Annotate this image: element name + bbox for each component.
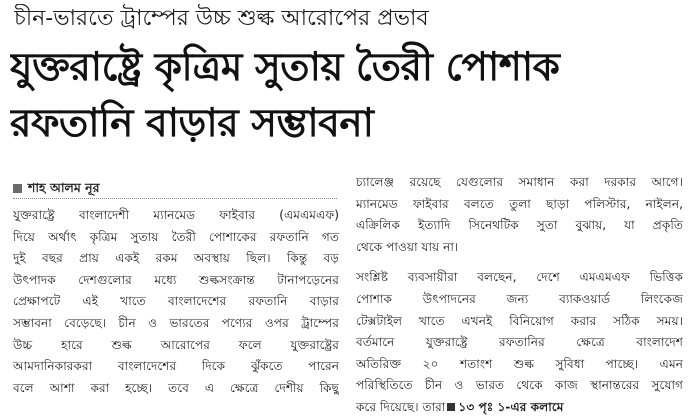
body-line: দুই বছর প্রায় একই রকম অবস্থায় ছিল। কিন্তু বড়	[13, 251, 339, 266]
body-line: বর্তমানে যুক্তরাষ্ট্রে রফতানির ক্ষেত্রে বাংলাদেশ	[356, 335, 683, 350]
body-line: চ্যালেঞ্জ রয়েছে যেগুলোর সমাধান করা দরকার আগে।	[356, 175, 683, 189]
jump-square-icon	[447, 403, 455, 411]
article-headline	[10, 40, 690, 152]
byline-divider	[13, 198, 337, 199]
body-line-final	[356, 397, 683, 419]
body-line: উচ্চ হারে শুল্ক আরোপের ফলে যুক্তরাষ্ট্রের	[13, 337, 339, 352]
byline-author: শাহ আলম নূর	[28, 180, 100, 195]
body-line: দিয়ে অর্থাৎ কৃত্রিম সুতায় তৈরী পোশাকের রফতানি গত	[13, 229, 339, 244]
body-line: টেক্সটাইল খাতে এখনই বিনিয়োগ করার সঠিক সময়।	[356, 313, 683, 328]
byline	[13, 180, 343, 196]
body-line: সংশ্লিষ্ট ব্যবসায়ীরা বলছেন, দেশে এমএমএফ ভিত্তিক	[356, 270, 683, 285]
body-line: ম্যানমেড ফাইবার বলতে তুলা ছাড়া পলিস্টার, নাইলন,	[356, 196, 683, 211]
continued-on-link[interactable]: ১৩ পৃঃ ১-এর কলামে	[458, 399, 564, 414]
body-line: যুক্তরাষ্ট্রে বাংলাদেশী ম্যানমেড ফাইবার (এমএমএফ)	[13, 208, 339, 222]
body-line: বলে আশা করা হচ্ছে। তবে এ ক্ষেত্রে দেশীয় কিছু	[13, 380, 339, 395]
body-line: পোশাক উৎপাদনের জন্য ব্যাকওয়ার্ড লিংকেজ	[356, 291, 683, 306]
article-column-right	[356, 172, 683, 419]
headline-line: যুক্তরাষ্ট্রে কৃত্রিম সুতায় তৈরী পোশাক	[10, 45, 560, 90]
headline-line: রফতানি বাড়ার সম্ভাবনা	[10, 101, 374, 146]
body-line: থেকে পাওয়া যায় না।	[356, 239, 459, 254]
article-kicker: চীন-ভারতে ট্রাম্পের উচ্চ শুল্ক আরোপের প্রভাব	[14, 6, 429, 31]
body-final-text: করে দিয়েছে। তারা	[356, 399, 446, 414]
body-line: আমদানিকারকরা বাংলাদেশের দিকে ঝুঁকতে পারেন	[13, 359, 339, 374]
byline-square-icon	[13, 184, 22, 193]
body-line: অতিরিক্ত ২০ শতাংশ শুল্ক সুবিধা পাচ্ছে। এমন	[356, 356, 683, 371]
body-line: উৎপাদক দেশগুলোর মধ্যে শুল্কসংক্রান্ত টানাপড়েনের	[13, 272, 339, 287]
body-line: প্রেক্ষাপটে এই খাতে বাংলাদেশের রফতানি বাড়ার	[13, 294, 339, 309]
paragraph-gap	[356, 258, 683, 267]
article-column-left	[13, 205, 339, 399]
body-line: পরিস্থিতিতে চীন ও ভারত থেকে কাজ স্থানান্তরের সুযোগ	[356, 378, 683, 393]
body-line: এক্রিলিক ইত্যাদি সিনেথটিক সুতা বুঝায়, যা প্রকৃতি	[356, 218, 683, 233]
body-line: সম্ভাবনা বেড়েছে। চীন ও ভারতের পণ্যের ওপর ট্রাম্পের	[13, 315, 339, 330]
